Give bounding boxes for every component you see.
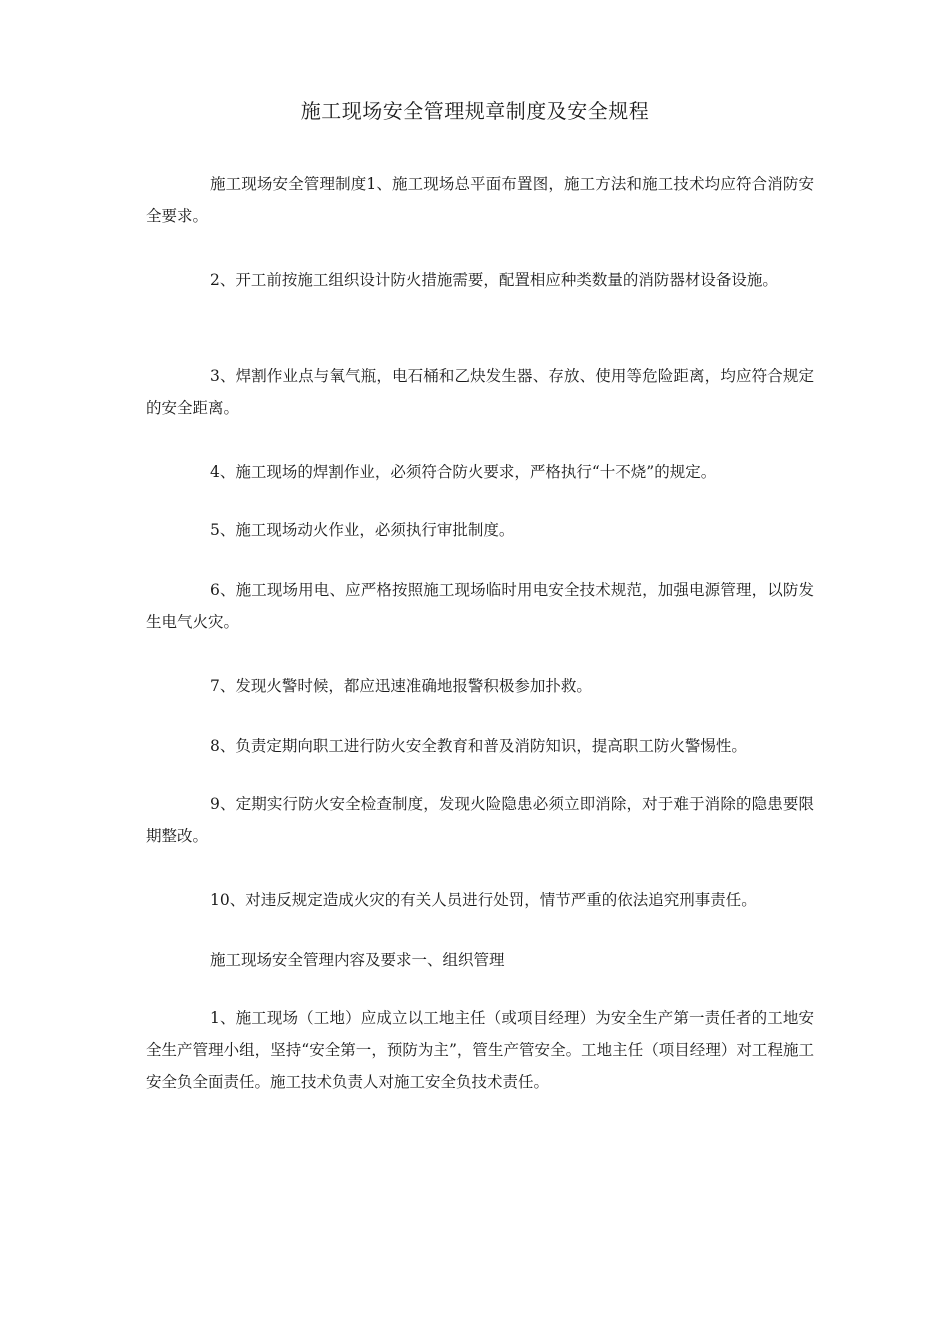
paragraph-9: 9、定期实行防火安全检查制度，发现火险隐患必须立即消除，对于难于消除的隐患要限期整改。 bbox=[146, 795, 814, 845]
section-heading: 施工现场安全管理内容及要求一、组织管理 bbox=[210, 951, 505, 969]
paragraph-11: 1、施工现场（工地）应成立以工地主任（或项目经理）为安全生产第一责任者的工地安全生产管理小组，坚持“安全第一，预防为主”，管生产管安全。工地主任（项目经理）对工程施工安全负全面责任。施工技术负责人对施工安全负技术责任。 bbox=[146, 1009, 814, 1091]
paragraph-2: 2、开工前按施工组织设计防火措施需要，配置相应种类数量的消防器材设备设施。 bbox=[210, 271, 778, 289]
paragraph-6: 6、施工现场用电、应严格按照施工现场临时用电安全技术规范，加强电源管理，以防发生电气火灾。 bbox=[146, 581, 814, 631]
paragraph-7: 7、发现火警时候，都应迅速准确地报警积极参加扑救。 bbox=[210, 677, 592, 695]
paragraph-5: 5、施工现场动火作业，必须执行审批制度。 bbox=[210, 521, 515, 539]
paragraph-8: 8、负责定期向职工进行防火安全教育和普及消防知识，提高职工防火警惕性。 bbox=[210, 737, 747, 755]
document-title: 施工现场安全管理规章制度及安全规程 bbox=[300, 99, 650, 123]
paragraph-1: 施工现场安全管理制度1、施工现场总平面布置图，施工方法和施工技术均应符合消防安全要求。 bbox=[146, 175, 814, 225]
paragraph-3: 3、焊割作业点与氧气瓶，电石桶和乙炔发生器、存放、使用等危险距离，均应符合规定的安全距离。 bbox=[146, 367, 814, 417]
paragraph-10: 10、对违反规定造成火灾的有关人员进行处罚，情节严重的依法追究刑事责任。 bbox=[210, 891, 757, 909]
paragraph-4: 4、施工现场的焊割作业，必须符合防火要求，严格执行“十不烧”的规定。 bbox=[210, 463, 717, 481]
